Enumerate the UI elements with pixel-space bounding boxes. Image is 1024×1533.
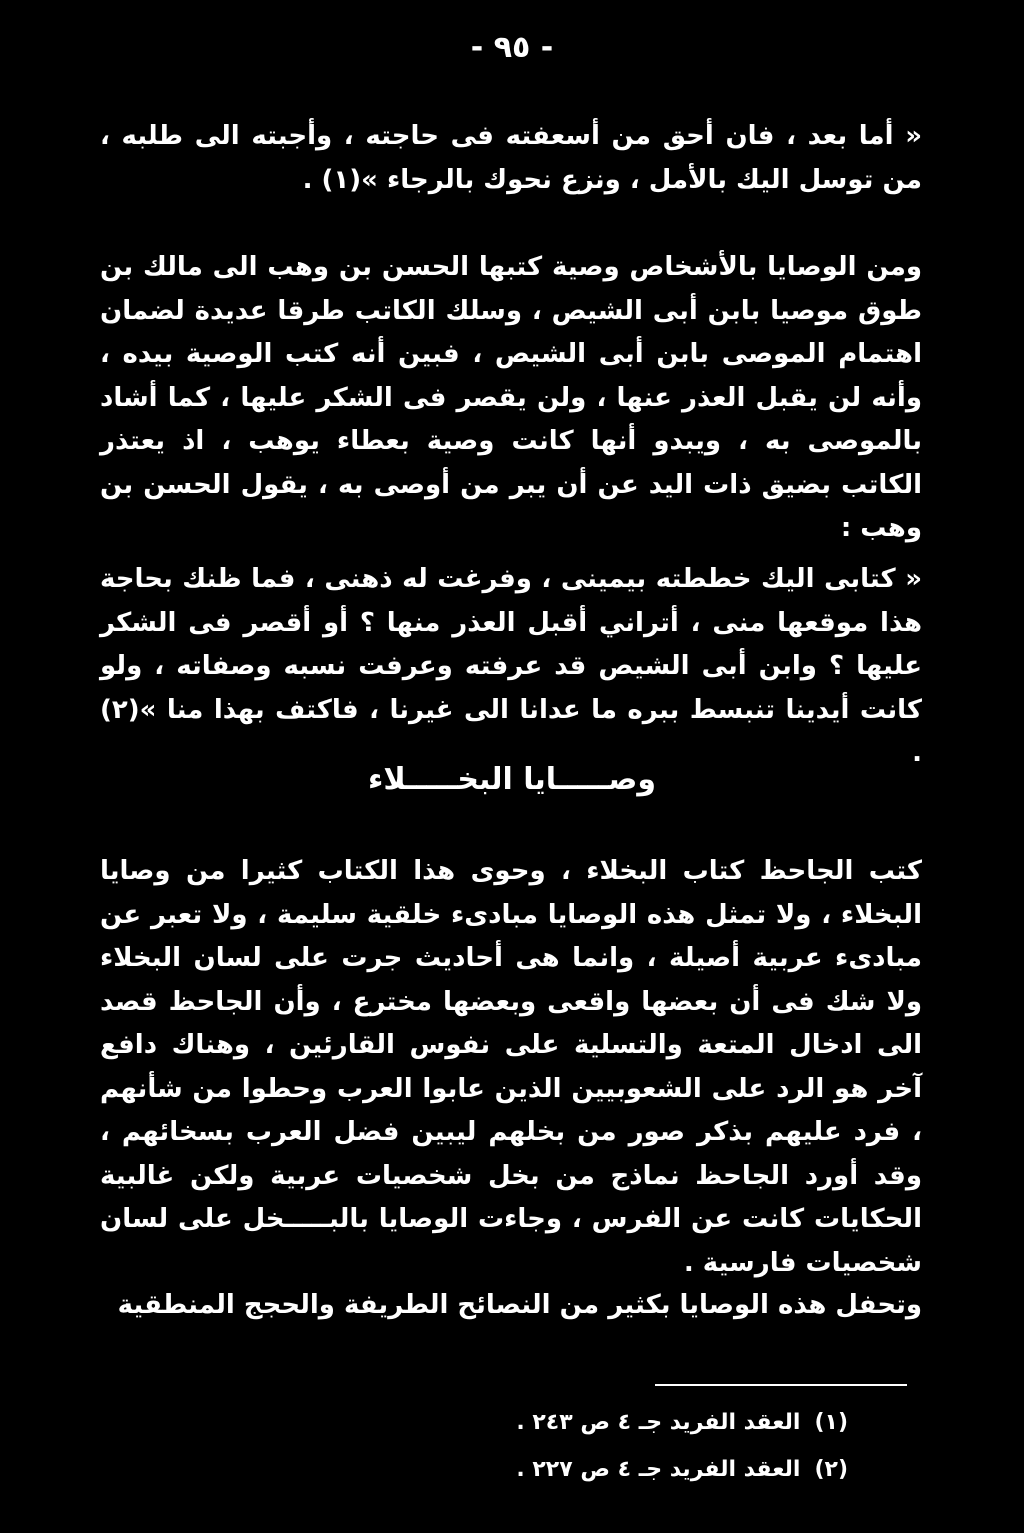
footnote-marker: (٢) — [814, 1457, 848, 1482]
footnote-2 — [300, 1455, 848, 1485]
section-title: وصـــــايا البخـــــلاء — [368, 762, 656, 797]
footnote-marker: (١) — [814, 1410, 848, 1435]
footnote-separator — [655, 1384, 907, 1386]
paragraph-opening-quote: « أما بعد ، فان أحق من أسعفته فى حاجته ، وأجبته الى طلبه ، من توسل اليك بالأمل ، ونزع نحوك بالرجاء »(١) . — [100, 121, 922, 195]
paragraph-jahiz-misers: كتب الجاحظ كتاب البخلاء ، وحوى هذا الكتاب كثيرا من وصايا البخلاء ، ولا تمثل هذه الوصايا مبادىء خلقية سليمة ، ولا تعبر عن مبادىء عربية أصيلة ، وانما هى أحاديث جرت على لسان البخلاء ولا شك فى أن بعضها واقعى وبعضها مخترع ، وأن الجاحظ قصد الى ادخال المتعة والتسلية على نفوس القارئين ، وهناك دافع آخر هو الرد على الشعوبيين الذين عابوا العرب وحطوا من شأنهم ، فرد عليهم بذكر صور من بخلهم ليبين فضل العرب بسخائهم ، وقد أورد الجاحظ نماذج من بخل شخصيات عربية ولكن غالبية الحكايات كانت عن الفرس ، وجاءت الوصايا بالبـــــخل على لسان شخصيات فارسية . — [100, 856, 922, 1278]
paragraph-letter-quote: « كتابى اليك خططته بيمينى ، وفرغت له ذهنى ، فما ظنك بحاجة هذا موقعها منى ، أتراني أقبل العذر منها ؟ أو أقصر فى الشكر عليها ؟ وابن أبى الشيص قد عرفته وعرفت نسبه وصفاته ، ولو كانت أيدينا تنبسط ببره ما عدانا الى غيرنا ، فاكتف بهذا منا »(٢) . — [100, 564, 922, 768]
footnote-text: العقد الفريد جـ ٤ ص ٢٢٧ . — [516, 1457, 801, 1482]
paragraph-hasan-ibn-wahb-letter: ومن الوصايا بالأشخاص وصية كتبها الحسن بن وهب الى مالك بن طوق موصيا بابن أبى الشيص ، وسلك الكاتب طرقا عديدة لضمان اهتمام الموصى بابن أبى الشيص ، فبين أنه كتب الوصية بيده ، وأنه لن يقبل العذر عنها ، ولن يقصر فى الشكر عليها ، كما أشاد بالموصى به ، ويبدو أنها كانت وصية بعطاء يوهب ، اذ يعتذر الكاتب بضيق ذات اليد عن أن يبر من أوصى به ، يقول الحسن بن وهب : — [100, 252, 922, 543]
footnote-1 — [300, 1408, 848, 1438]
page-number: - ٩٥ - — [470, 30, 554, 65]
paragraph-wisdom-arguments: وتحفل هذه الوصايا بكثير من النصائح الطريفة والحجج المنطقية — [117, 1290, 922, 1320]
footnote-text: العقد الفريد جـ ٤ ص ٢٤٣ . — [516, 1410, 801, 1435]
